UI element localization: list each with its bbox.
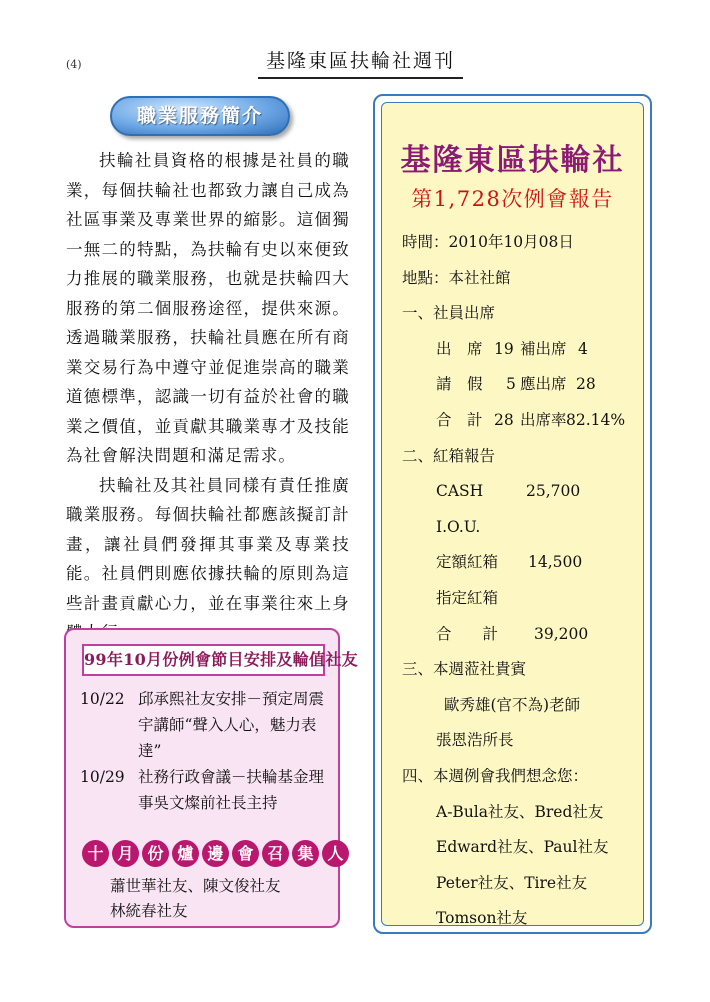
- meeting-report-title: 第1,728次例會報告: [411, 187, 614, 211]
- cash-value: 25,700: [526, 482, 581, 501]
- redbox-row: [402, 617, 642, 653]
- required-label: 應出席: [520, 375, 567, 394]
- schedule-title: 99年10月份例會節目安排及輪值社友: [82, 644, 325, 676]
- birthday-heading: [82, 840, 349, 867]
- schedule-box: [64, 628, 358, 928]
- birthday-heading-char: 召: [262, 840, 289, 867]
- birthday-heading-char: 月: [112, 840, 139, 867]
- missed-members-line: A-Bula社友、Bred社友: [436, 802, 604, 821]
- leave-label: 請 假: [436, 375, 483, 394]
- rate-value: 82.14%: [566, 410, 626, 429]
- redbox-total-label: 合 計: [436, 624, 499, 643]
- attendance-row: [402, 403, 642, 439]
- newsletter-header: 基隆東區扶輪社週刊: [258, 46, 463, 79]
- redbox-total-value: 39,200: [534, 624, 589, 643]
- schedule-line: 宇講師“聲入人心，魅力表: [138, 716, 317, 734]
- rate-label: 出席率: [520, 410, 567, 429]
- schedule-entry: [80, 686, 336, 764]
- guests-heading: 三、本週蒞社貴賓: [402, 660, 527, 679]
- birthday-heading-char: 邊: [202, 840, 229, 867]
- fixed-redbox-value: 14,500: [528, 553, 583, 572]
- schedule-entry: [80, 764, 336, 816]
- missed-members-line: Peter社友、Tire社友: [436, 873, 588, 892]
- iou-label: I.O.U.: [436, 517, 481, 536]
- header-divider: [258, 77, 463, 78]
- birthday-members: [110, 874, 281, 924]
- guest-item: 張恩浩所長: [436, 731, 514, 750]
- redbox-row: [402, 474, 642, 510]
- birthday-heading-char: 份: [142, 840, 169, 867]
- missed-members-line: Edward社友、Paul社友: [436, 838, 609, 857]
- redbox-row: [402, 545, 642, 581]
- page-number: (4): [66, 58, 82, 71]
- redbox-heading: 二、紅箱報告: [402, 446, 496, 465]
- schedule-line: 邱承熙社友安排－預定周震: [138, 690, 325, 708]
- schedule-list: [80, 686, 336, 816]
- total-label: 合 計: [436, 410, 483, 429]
- attendance-heading: 一、社員出席: [402, 304, 496, 323]
- guest-item: 歐秀雄(官不為)老師: [444, 695, 581, 714]
- meeting-report-body: [402, 225, 642, 937]
- required-value: 28: [576, 375, 596, 394]
- designated-redbox-label: 指定紅箱: [436, 588, 499, 607]
- birthday-member-line: 蕭世華社友、陳文俊社友: [110, 877, 281, 895]
- missed-heading: 四、本週例會我們想念您：: [402, 766, 589, 785]
- club-title: 基隆東區扶輪社: [400, 143, 625, 178]
- present-label: 出 席: [436, 339, 483, 358]
- fixed-redbox-label: 定額紅箱: [436, 553, 499, 572]
- birthday-member-line: 林統春社友: [110, 902, 188, 920]
- meeting-report-panel: [381, 102, 644, 926]
- schedule-line: 事吳文燦前社長主持: [138, 794, 278, 812]
- total-value: 28: [494, 410, 514, 429]
- birthday-heading-char: 集: [292, 840, 319, 867]
- schedule-line: 達”: [138, 742, 162, 760]
- missed-members-line: Tomson社友: [436, 909, 528, 928]
- birthday-heading-char: 十: [82, 840, 109, 867]
- birthday-heading-char: 人: [322, 840, 349, 867]
- article-paragraph: 扶輪社員資格的根據是社員的職業，每個扶輪社也都致力讓自己成為社區事業及專業世界的縮影。這個獨一無二的特點，為扶輪有史以來便致力推展的職業服務，也就是扶輪四大服務的第二個服務途徑，提供來源。透過職業服務，扶輪社員應在所有商業交易行為中遵守並促進崇高的職業道德標準，認識一切有益於社會的職業之價值，並貢獻其職業專才及技能為社會解決問題和滿足需求。: [66, 151, 350, 465]
- makeup-label: 補出席: [520, 339, 567, 358]
- attendance-row: [402, 332, 642, 368]
- cash-label: CASH: [436, 482, 484, 501]
- attendance-row: [402, 367, 642, 403]
- schedule-date: 10/29: [80, 768, 125, 786]
- article-paragraph: 扶輪社及其社員同樣有責任推廣職業服務。每個扶輪社都應該擬訂計畫，讓社員們發揮其事業及專業技能。社員們則應依據扶輪的原則為這些計畫貢獻心力，並在事業往來上身: [66, 475, 350, 613]
- makeup-value: 4: [578, 339, 588, 358]
- vocational-service-article: [66, 146, 350, 648]
- redbox-row: [402, 581, 642, 617]
- schedule-date: 10/22: [80, 690, 125, 708]
- leave-value: 5: [506, 375, 516, 394]
- redbox-row: [402, 510, 642, 546]
- meeting-place: 地點：本社社館: [402, 268, 511, 287]
- meeting-time: 時間：2010年10月08日: [402, 233, 574, 251]
- birthday-heading-char: 爐: [172, 840, 199, 867]
- birthday-heading-char: 會: [232, 840, 259, 867]
- meeting-report-box: [373, 94, 652, 934]
- section-label-pill: 職業服務簡介: [110, 96, 290, 136]
- present-value: 19: [494, 339, 514, 358]
- schedule-line: 社務行政會議－扶輪基金理: [138, 768, 325, 786]
